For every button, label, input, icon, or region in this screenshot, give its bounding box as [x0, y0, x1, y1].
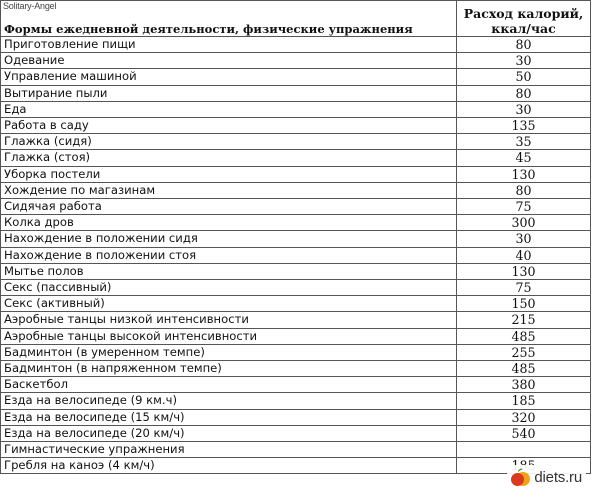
kcal-cell: 485 [457, 361, 591, 377]
table-row [1, 85, 591, 101]
activity-cell: Управление машиной [1, 69, 457, 85]
table-row [1, 361, 591, 377]
table-row [1, 215, 591, 231]
activity-cell: Езда на велосипеде (15 км/ч) [1, 409, 457, 425]
table-row [1, 134, 591, 150]
activity-cell: Уборка постели [1, 166, 457, 182]
table-row [1, 312, 591, 328]
activity-cell: Бадминтон (в напряженном темпе) [1, 361, 457, 377]
watermark-text: Solitary-Angel [3, 1, 57, 11]
kcal-cell: 30 [457, 231, 591, 247]
activity-cell: Еда [1, 101, 457, 117]
table-row [1, 166, 591, 182]
table-row [1, 150, 591, 166]
activity-cell: Езда на велосипеде (9 км.ч) [1, 393, 457, 409]
kcal-cell: 130 [457, 166, 591, 182]
table-row [1, 182, 591, 198]
table-row [1, 344, 591, 360]
activity-cell: Нахождение в положении сидя [1, 231, 457, 247]
activity-cell: Одевание [1, 53, 457, 69]
kcal-cell: 35 [457, 134, 591, 150]
activity-cell: Приготовление пищи [1, 37, 457, 53]
activity-cell: Езда на велосипеде (20 км/ч) [1, 425, 457, 441]
activity-cell: Гимнастические упражнения [1, 442, 457, 458]
kcal-cell: 30 [457, 53, 591, 69]
kcal-cell: 80 [457, 182, 591, 198]
table-row [1, 247, 591, 263]
header-kcal-line1: Расход калорий, [463, 6, 584, 21]
table-row [1, 328, 591, 344]
activity-cell: Нахождение в положении стоя [1, 247, 457, 263]
kcal-cell: 380 [457, 377, 591, 393]
table-row [1, 377, 591, 393]
table-row [1, 280, 591, 296]
header-kcal-line2: ккал/час [491, 21, 556, 36]
kcal-cell: 50 [457, 69, 591, 85]
fruit-logo-icon [509, 466, 531, 488]
table-body [1, 37, 591, 474]
activity-cell: Сидячая работа [1, 199, 457, 215]
activity-cell: Аэробные танцы низкой интенсивности [1, 312, 457, 328]
activity-cell: Секс (активный) [1, 296, 457, 312]
table-row [1, 393, 591, 409]
activity-cell: Бадминтон (в умеренном темпе) [1, 344, 457, 360]
activity-cell: Аэробные танцы высокой интенсивности [1, 328, 457, 344]
kcal-cell [457, 442, 591, 458]
table-row [1, 425, 591, 441]
table-row [1, 442, 591, 458]
table-row [1, 118, 591, 134]
kcal-cell: 185 [457, 393, 591, 409]
kcal-cell: 40 [457, 247, 591, 263]
kcal-cell: 75 [457, 199, 591, 215]
table-row [1, 409, 591, 425]
kcal-cell: 75 [457, 280, 591, 296]
kcal-cell: 255 [457, 344, 591, 360]
logo-text: diets.ru [534, 468, 582, 486]
activity-cell: Работа в саду [1, 118, 457, 134]
kcal-cell: 485 [457, 328, 591, 344]
table-row [1, 458, 591, 474]
activity-cell: Гребля на каноэ (4 км/ч) [1, 458, 457, 474]
activity-cell: Секс (пассивный) [1, 280, 457, 296]
activity-cell: Хождение по магазинам [1, 182, 457, 198]
table-row [1, 101, 591, 117]
table-row [1, 263, 591, 279]
table-row [1, 53, 591, 69]
activity-cell: Глажка (стоя) [1, 150, 457, 166]
kcal-cell: 45 [457, 150, 591, 166]
kcal-cell: 540 [457, 425, 591, 441]
activity-cell: Мытье полов [1, 263, 457, 279]
header-kcal [457, 1, 591, 37]
diets-logo [507, 465, 586, 489]
table-row [1, 69, 591, 85]
header-activity: Формы ежедневной деятельности, физические упражнения [1, 1, 457, 37]
kcal-cell: 80 [457, 37, 591, 53]
activity-cell: Баскетбол [1, 377, 457, 393]
table-row [1, 231, 591, 247]
kcal-cell: 300 [457, 215, 591, 231]
table-row [1, 37, 591, 53]
activity-cell: Колка дров [1, 215, 457, 231]
table-row [1, 199, 591, 215]
kcal-cell: 80 [457, 85, 591, 101]
activity-cell: Вытирание пыли [1, 85, 457, 101]
kcal-cell: 320 [457, 409, 591, 425]
kcal-cell: 215 [457, 312, 591, 328]
table-header-row [1, 1, 591, 37]
kcal-cell: 30 [457, 101, 591, 117]
kcal-cell: 135 [457, 118, 591, 134]
kcal-cell: 130 [457, 263, 591, 279]
table-row [1, 296, 591, 312]
kcal-cell: 150 [457, 296, 591, 312]
activity-cell: Глажка (сидя) [1, 134, 457, 150]
